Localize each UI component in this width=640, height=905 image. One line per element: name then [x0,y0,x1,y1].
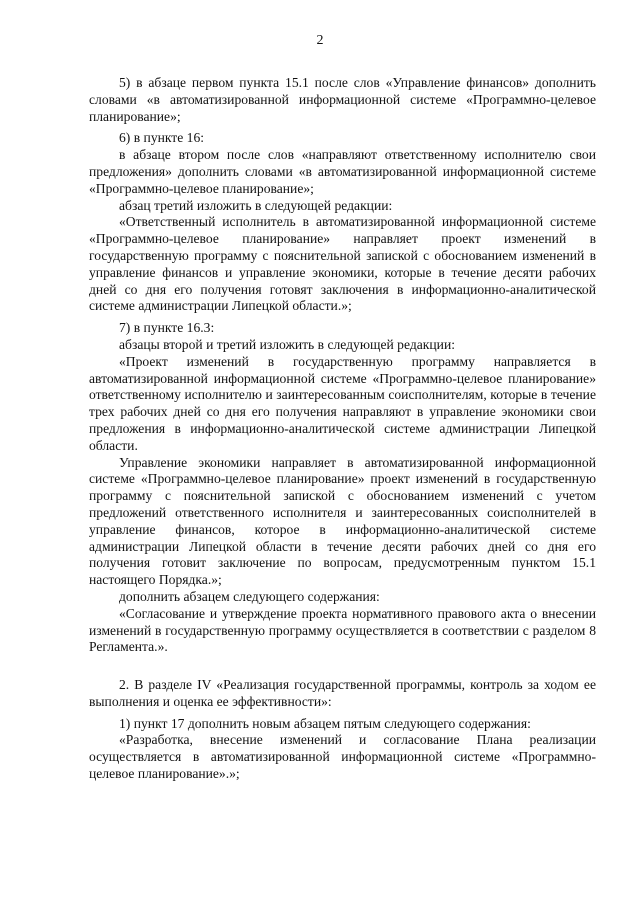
paragraph-section-2: 2. В разделе IV «Реализация государственной программы, контроль за ходом ее выполнения и оценка ее эффективности»: [89,677,596,709]
paragraph-item-7-sub-1: абзацы второй и третий изложить в следующей редакции: [119,336,455,352]
paragraph-item-6: 6) в пункте 16: [119,130,205,146]
paragraph-item-6-sub-1: в абзаце втором после слов «направляют ответственному исполнителю свои предложения» дополнить словами «в автоматизированной информационной системе «Программно-целевое планирование»; [89,147,596,196]
page-number: 2 [316,33,324,48]
paragraph-item-7-sub-2: дополнить абзацем следующего содержания: [119,588,380,604]
paragraph-section-2-item-1: 1) пункт 17 дополнить новым абзацем пятым следующего содержания: [119,715,531,731]
paragraph-item-7-quote-2: Управление экономики направляет в автоматизированной информационной системе «Программно-целевое планирование» проект изменений в государственную программу с пояснительной запиской с обоснованием изменений с учетом предложений ответственного исполнителя и заинтересованных соисполнителей в управление финансов, которое в информационно-аналитической системе администрации Липецкой области в течение десяти рабочих дней со дня его получения готовит заключение по вопросам, предусмотренным пунктом 15.1 настоящего Порядка.»; [89,454,596,588]
paragraph-item-6-quote: «Ответственный исполнитель в автоматизированной информационной системе «Программно-целевое планирование» направляет проект изменений в государственную программу с пояснительной запиской с обоснованием изменений в управление финансов и управление экономики, которые в течение десяти рабочих дней со дня его получения готовят заключения в информационно-аналитической системе администрации Липецкой области.»; [89,214,596,314]
paragraph-section-2-item-1-quote: «Разработка, внесение изменений и согласование Плана реализации осуществляется в автоматизированной информационной системе «Программно-целевое планирование».»; [89,732,596,782]
paragraph-item-7-quote-3: «Согласование и утверждение проекта нормативного правового акта о внесении изменений в государственную программу осуществляется в соответствии с разделом 8 Регламента.». [89,605,596,655]
paragraph-item-5: 5) в абзаце первом пункта 15.1 после слов «Управление финансов» дополнить словами «в автоматизированной информационной системе «Программно-целевое планирование»; [89,75,596,124]
document-body [89,75,596,783]
paragraph-item-7: 7) в пункте 16.3: [119,320,215,336]
paragraph-item-6-sub-2: абзац третий изложить в следующей редакции: [119,197,393,213]
paragraph-item-7-quote-1: «Проект изменений в государственную программу направляется в автоматизированной информационной системе «Программно-целевое планирование» ответственному исполнителю и заинтересованным соисполнителям, которые в течение трех рабочих дней со дня его получения направляют в управление экономики свои предложения в информационно-аналитической системе администрации Липецкой области. [89,353,596,453]
